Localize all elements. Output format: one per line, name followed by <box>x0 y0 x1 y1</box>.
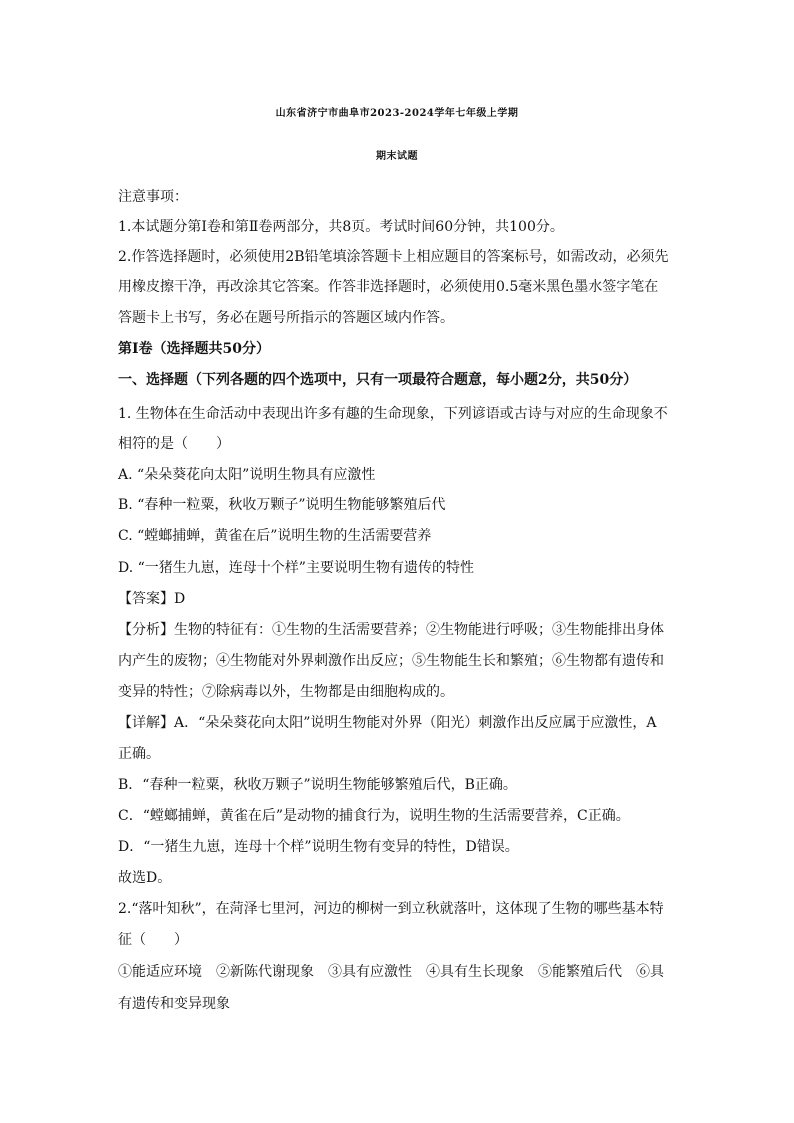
question-1-detail-b: B．“春种一粒粟，秋收万颗子”说明生物能够繁殖后代，B正确。 <box>118 777 517 793</box>
volume-heading: 第Ⅰ卷（选择题共50分） <box>118 341 271 357</box>
question-1-conclusion: 故选D。 <box>118 870 172 886</box>
question-1-analysis-line-2: 内产生的废物；④生物能对外界刺激作出反应；⑤生物能生长和繁殖；⑥生物都有遗传和 <box>118 653 664 669</box>
notice-item-1: 1.本试题分第Ⅰ卷和第Ⅱ卷两部分，共8页。考试时间60分钟，共100分。 <box>118 219 564 235</box>
document-title-line1: 山东省济宁市曲阜市2023-2024学年七年级上学期 <box>275 108 519 119</box>
question-1-analysis-line-1: 【分析】生物的特征有：①生物的生活需要营养；②生物能进行呼吸；③生物能排出身体 <box>118 622 664 638</box>
question-1-option-b: B. “春种一粒粟，秋收万颗子”说明生物能够繁殖后代 <box>118 497 446 513</box>
question-1-stem-line-2: 相符的是（ ） <box>118 436 230 452</box>
question-1-detail-d: D．“一猪生九崽，连母十个样”说明生物有变异的特性，D错误。 <box>118 839 519 855</box>
question-2-stem-line-2: 征（ ） <box>118 932 188 948</box>
question-2-stem-line-1: 2.“落叶知秋”，在菏泽七里河，河边的柳树一到立秋就落叶，这体现了生物的哪些基本特 <box>118 901 664 917</box>
notice-item-2-line-1: 2.作答选择题时，必须使用2B铅笔填涂答题卡上相应题目的答案标号，如需改动，必须先 <box>118 249 669 265</box>
question-1-detail-line-1: 【详解】A．“朵朵葵花向太阳”说明生物能对外界（阳光）刺激作出反应属于应激性，A <box>118 715 657 731</box>
question-2-choices-line-1: ①能适应环境 ②新陈代谢现象 ③具有应激性 ④具有生长现象 ⑤能繁殖后代 ⑥具 <box>118 964 664 980</box>
question-1-detail-line-2: 正确。 <box>118 746 160 762</box>
document-title-line2: 期末试题 <box>376 151 418 162</box>
question-1-answer: 【答案】D <box>118 591 186 607</box>
notice-item-2-line-3: 答题卡上书写，务必在题号所指示的答题区域内作答。 <box>118 310 454 326</box>
notice-item-2-line-2: 用橡皮擦干净，再改涂其它答案。作答非选择题时，必须使用0.5毫米黑色墨水签字笔在 <box>118 279 659 295</box>
question-1-option-d: D. “一猪生九崽，连母十个样”主要说明生物有遗传的特性 <box>118 560 474 576</box>
question-1-option-c: C. “螳螂捕蝉，黄雀在后”说明生物的生活需要营养 <box>118 528 432 544</box>
question-1-analysis-line-3: 变异的特性；⑦除病毒以外，生物都是由细胞构成的。 <box>118 684 454 700</box>
part-heading: 一、选择题（下列各题的四个选项中，只有一项最符合题意，每小题2分，共50分） <box>118 372 638 388</box>
question-1-option-a: A. “朵朵葵花向太阳”说明生物具有应激性 <box>118 467 376 483</box>
question-1-stem-line-1: 1. 生物体在生命活动中表现出许多有趣的生命现象，下列谚语或古诗与对应的生命现象不 <box>118 406 668 422</box>
question-2-choices-line-2: 有遗传和变异现象 <box>118 996 230 1012</box>
question-1-detail-c: C．“螳螂捕蝉，黄雀在后”是动物的捕食行为，说明生物的生活需要营养，C正确。 <box>118 808 630 824</box>
notice-heading: 注意事项： <box>118 189 188 205</box>
